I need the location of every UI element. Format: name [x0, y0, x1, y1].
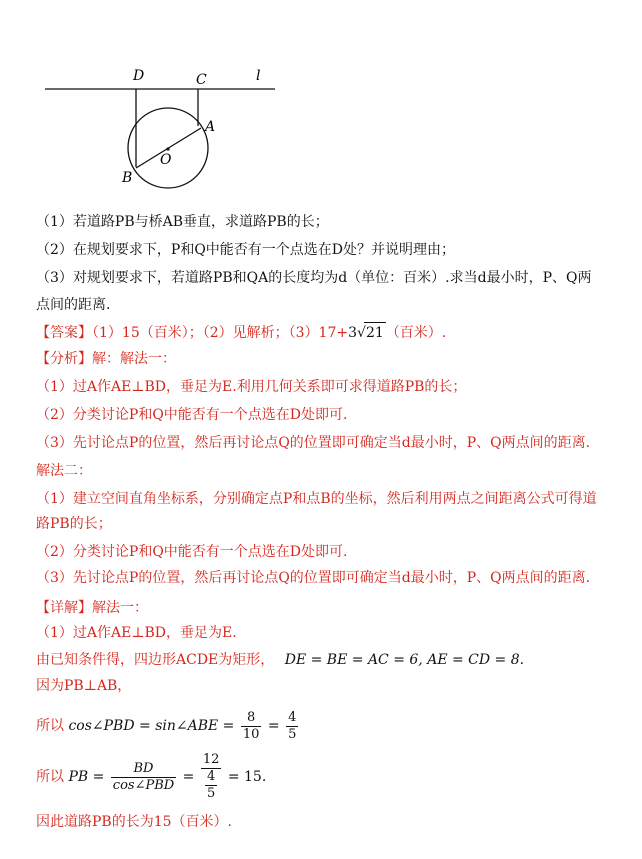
answer-line	[36, 322, 446, 343]
fraction-4-5	[286, 710, 298, 743]
label-O: O	[160, 152, 172, 168]
detail-step-4-prefix: 所以	[36, 718, 64, 734]
detail-step-6: 因此道路PB的长为15（百米）.	[36, 814, 232, 830]
fraction-8-10	[241, 710, 262, 743]
detail-step-2-text: 由已知条件得，四边形ACDE为矩形，	[36, 652, 275, 668]
label-B: B	[122, 170, 133, 186]
fraction-numerator: 4	[206, 769, 216, 784]
sqrt-icon: √	[357, 325, 366, 341]
answer-text: （1）15（百米）；（2）见解析；（3）17+	[92, 325, 349, 341]
analysis-lead: 解：解法一：	[92, 351, 176, 367]
question-3-line1: （3）对规划要求下，若道路PB和QA的长度均为d（单位：百米）.求当d最小时，P、Q两	[36, 270, 592, 286]
fraction-numerator: 12	[202, 752, 220, 767]
fraction-denominator	[201, 769, 222, 802]
fraction-numerator: BD	[111, 761, 176, 778]
detail-header	[36, 598, 148, 618]
detail-tag: 【详解】	[36, 600, 92, 616]
answer-radicand: 21	[364, 322, 386, 343]
fraction-denominator: cos∠PBD	[112, 777, 175, 793]
geometry-diagram	[0, 0, 642, 200]
detail-step-4-expr: cos∠PBD = sin∠ABE =	[68, 718, 235, 734]
detail-step-5-lhs: PB =	[68, 769, 105, 785]
question-1: （1）若道路PB与桥AB垂直，求道路PB的长；	[36, 214, 329, 230]
question-3-line2: 点间的距离.	[36, 297, 111, 313]
analysis-header	[36, 349, 176, 369]
question-2: （2）在规划要求下，P和Q中能否有一个点选在D处？并说明理由；	[36, 242, 456, 258]
analysis-tag: 【分析】	[36, 351, 92, 367]
analysis-m2-lead: 解法二：	[36, 463, 92, 479]
analysis-m2-2: （2）分类讨论P和Q中能否有一个点选在D处即可.	[36, 544, 348, 560]
fraction-numerator: 8	[241, 710, 262, 727]
analysis-m2-3: （3）先讨论点P的位置，然后再讨论点Q的位置即可确定当d最小时，P、Q两点间的距离.	[36, 570, 591, 586]
detail-step-2-math: DE = BE = AC = 6, AE = CD = 8.	[284, 652, 525, 668]
detail-step-5-result: = 15.	[227, 769, 267, 785]
fraction-denominator: 5	[206, 786, 216, 801]
detail-step-3: 因为PB⊥AB，	[36, 678, 132, 694]
detail-step-5	[36, 752, 266, 802]
fraction-denominator: 10	[242, 726, 260, 742]
detail-step-4	[36, 708, 300, 744]
inner-fraction	[205, 769, 217, 802]
detail-step-1: （1）过A作AE⊥BD，垂足为E.	[36, 625, 237, 641]
analysis-m1-1: （1）过A作AE⊥BD，垂足为E.利用几何关系即可求得道路PB的长；	[36, 379, 467, 395]
answer-tag: 【答案】	[36, 325, 92, 341]
equals-sign: =	[182, 769, 195, 785]
fraction-denominator: 5	[288, 726, 297, 742]
detail-step-5-prefix: 所以	[36, 769, 64, 785]
analysis-m2-1a: （1）建立空间直角坐标系，分别确定点P和点B的坐标，然后利用两点之间距离公式可得道	[36, 491, 597, 507]
fraction-numerator: 4	[288, 709, 297, 725]
center-point-O	[166, 147, 169, 150]
fraction-bd-cos	[111, 761, 176, 794]
label-C: C	[196, 72, 207, 88]
analysis-m1-2: （2）分类讨论P和Q中能否有一个点选在D处即可.	[36, 407, 348, 423]
label-A: A	[205, 119, 216, 135]
fraction-12-over-4-5	[201, 752, 222, 802]
detail-lead: 解法一：	[92, 600, 148, 616]
answer-unit: （百米）.	[385, 325, 447, 341]
detail-step-2	[36, 650, 524, 670]
equals-sign: =	[267, 718, 280, 734]
analysis-m1-3: （3）先讨论点P的位置，然后再讨论点Q的位置即可确定当d最小时，P、Q两点间的距离.	[36, 435, 591, 451]
label-l: l	[256, 68, 261, 84]
answer-coef: 3	[348, 325, 358, 341]
analysis-m2-1b: 路PB的长；	[36, 516, 112, 532]
label-D: D	[133, 68, 145, 84]
